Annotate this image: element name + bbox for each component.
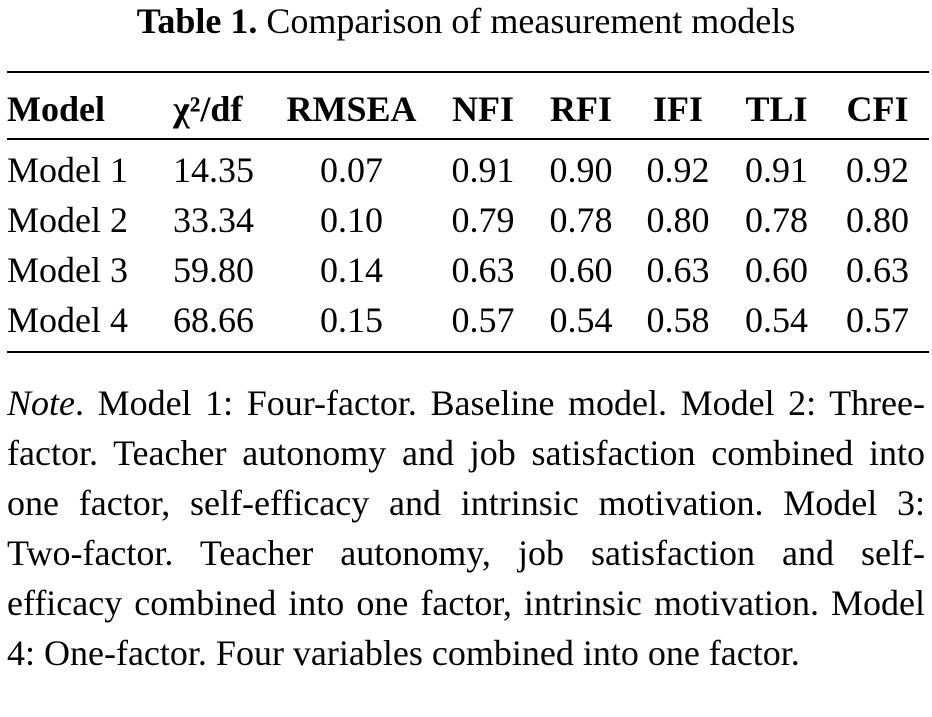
cell-tli: 0.78 (745, 200, 808, 240)
cell-cfi: 0.57 (846, 300, 909, 340)
table-bottom-rule (7, 351, 929, 353)
cell-ifi: 0.63 (646, 250, 710, 290)
cell-chi-square-df: 68.66 (173, 300, 254, 340)
table-note-text: . Model 1: Four-factor. Baseline model. Model 2: Three-factor. Teacher autonomy and job satisfaction combined into one factor, self-efficacy and intrinsic motivation. Model 3: Two-factor. Teacher autonomy, job satisfaction and self-efficacy combined into one factor, intrinsic motivation. Model 4: One-factor. Four variables combined into one factor. (7, 383, 925, 673)
table-row (7, 138, 929, 195)
cell-rmsea: 0.07 (320, 150, 383, 190)
cell-nfi: 0.79 (451, 200, 515, 240)
cell-tli: 0.54 (745, 300, 808, 340)
table-top-rule (7, 71, 929, 73)
header-nfi: NFI (452, 89, 514, 129)
header-ifi: IFI (652, 89, 703, 129)
cell-rmsea: 0.14 (320, 250, 383, 290)
cell-model: Model 2 (7, 200, 128, 240)
cell-cfi: 0.80 (846, 200, 909, 240)
header-chi-square-df: χ²/df (173, 89, 243, 129)
table-row (7, 245, 929, 295)
table-header-row (7, 80, 929, 138)
table-row (7, 295, 929, 345)
table-caption-label: Table 1. (136, 1, 258, 41)
cell-nfi: 0.91 (451, 150, 515, 190)
table-row (7, 195, 929, 245)
table-caption (0, 0, 932, 46)
cell-nfi: 0.57 (451, 300, 515, 340)
cell-ifi: 0.92 (646, 150, 710, 190)
cell-model: Model 4 (7, 300, 128, 340)
cell-model: Model 3 (7, 250, 128, 290)
header-rmsea: RMSEA (286, 89, 417, 129)
table-note-label: Note (7, 383, 75, 423)
cell-chi-square-df: 33.34 (173, 200, 254, 240)
cell-rfi: 0.90 (549, 150, 613, 190)
header-rfi: RFI (550, 89, 612, 129)
cell-ifi: 0.80 (646, 200, 710, 240)
cell-nfi: 0.63 (451, 250, 515, 290)
cell-cfi: 0.92 (846, 150, 909, 190)
cell-rfi: 0.60 (549, 250, 613, 290)
cell-ifi: 0.58 (646, 300, 710, 340)
cell-cfi: 0.63 (846, 250, 909, 290)
header-cfi: CFI (846, 89, 909, 129)
measurement-models-table (7, 80, 929, 345)
cell-model: Model 1 (7, 150, 128, 190)
cell-rfi: 0.78 (549, 200, 613, 240)
header-model: Model (7, 89, 105, 129)
cell-chi-square-df: 14.35 (173, 150, 254, 190)
table-note (7, 378, 925, 678)
cell-tli: 0.60 (745, 250, 808, 290)
cell-rmsea: 0.15 (320, 300, 383, 340)
cell-chi-square-df: 59.80 (173, 250, 254, 290)
cell-rmsea: 0.10 (320, 200, 383, 240)
header-tli: TLI (745, 89, 808, 129)
cell-tli: 0.91 (745, 150, 808, 190)
cell-rfi: 0.54 (549, 300, 613, 340)
table-caption-title: Comparison of measurement models (266, 1, 796, 41)
